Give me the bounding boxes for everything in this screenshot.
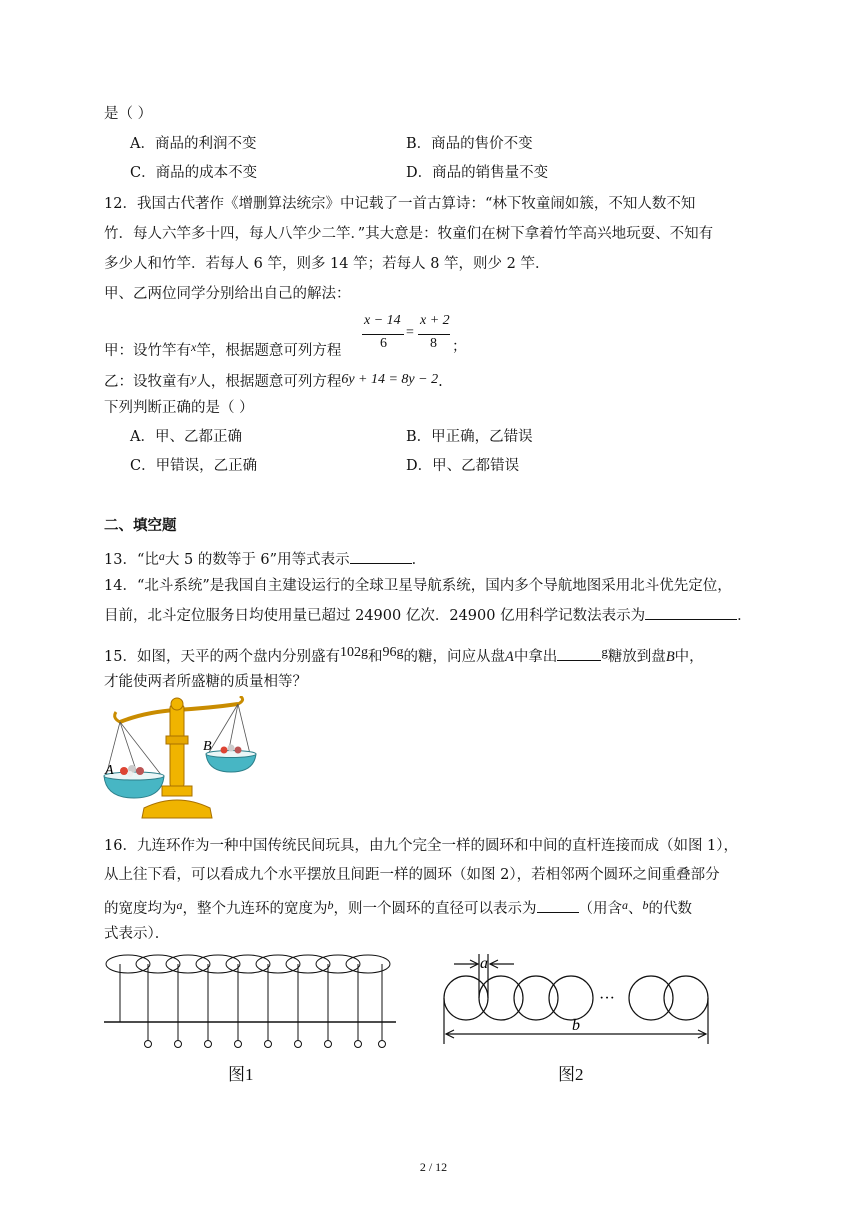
- q12-option-a: A．甲、乙都正确: [130, 429, 242, 445]
- plate-b: [206, 704, 256, 772]
- figure-2-ellipsis: ···: [599, 990, 615, 1007]
- q15-text-b: 和: [367, 649, 383, 665]
- q15-text-a: 15．如图，天平的两个盘内分别盛有: [104, 649, 340, 665]
- q16-line-1: 16．九连环作为一种中国传统民间玩具，由九个完全一样的圆环和中间的直杆连接而成（如图 1），: [104, 838, 739, 854]
- q12-jia-denominator-1: 6: [380, 336, 387, 351]
- q12-option-d: D．甲、乙都错误: [406, 458, 520, 474]
- q16-text-c: ，则一个圆环的直径可以表示为: [333, 901, 537, 917]
- figure-1-caption: 图1: [228, 1065, 254, 1084]
- q12-option-c: C．甲错误，乙正确: [130, 458, 258, 474]
- q13-answer-blank[interactable]: [350, 549, 412, 564]
- q12-yi-line: [104, 368, 443, 392]
- q16-var-a-2: a: [622, 898, 628, 912]
- q11-option-c: C．商品的成本不变: [130, 165, 258, 181]
- q13-end: ．: [411, 552, 427, 568]
- plate-b-label: B: [203, 739, 212, 754]
- q13-var: a: [158, 549, 165, 563]
- q16-answer-blank[interactable]: [537, 898, 579, 913]
- q15-text-c: 的糖，问应从盘: [403, 649, 505, 665]
- q12-jia-var: x: [191, 340, 197, 354]
- q12-jia-fraction-bar-2: [418, 334, 450, 335]
- q15-plate-b: B: [665, 649, 675, 665]
- section-heading: 二、填空题: [104, 517, 177, 534]
- q12-jia-equals: =: [406, 325, 414, 340]
- balance-scale-figure: [100, 696, 260, 828]
- balance-stand: [142, 698, 212, 818]
- q16-var-b-2: b: [642, 898, 649, 912]
- plate-a-label: A: [105, 763, 114, 778]
- q13-text-b: 大 5 的数等于 6”用等式表示: [164, 552, 350, 568]
- q15-plate-a: A: [504, 649, 514, 665]
- q12-line-1: 12．我国古代著作《增删算法统宗》中记载了一首古算诗：“林下牧童闹如簇，不知人数不知: [104, 196, 696, 212]
- q12-jia-numerator-1: x − 14: [364, 313, 401, 328]
- q15-weight-1: 102g: [339, 645, 368, 660]
- q12-line-3: 多少人和竹竿．若每人 6 竿，则多 14 竿；若每人 8 竿，则少 2 竿．: [104, 256, 550, 272]
- q12-yi-text-a: 乙：设牧童有: [104, 374, 191, 390]
- figure-2-rings-top-view: [436, 948, 716, 1044]
- q11-option-d: D．商品的销售量不变: [406, 165, 549, 181]
- q12-yi-var: y: [191, 371, 197, 385]
- plate-a: [104, 722, 164, 798]
- q15-text-f: 中，: [674, 649, 704, 665]
- q14-answer-blank[interactable]: [645, 605, 737, 620]
- figure-2-label-a: a: [480, 955, 488, 972]
- q14-end: ．: [737, 608, 752, 624]
- q15-line-2: 才能使两者所盛糖的质量相等？: [104, 674, 307, 690]
- q15-unit: g: [601, 644, 608, 659]
- q11-option-a: A．商品的利润不变: [130, 136, 257, 152]
- q15-text-d: 中拿出: [513, 649, 558, 665]
- q12-jia-denominator-2: 8: [430, 336, 437, 351]
- q15-line-1: [104, 642, 704, 667]
- figure-2-label-b: b: [572, 1017, 580, 1034]
- q14-line-2: [104, 605, 752, 626]
- q11-stem-tail: 是（ ）: [104, 106, 153, 122]
- q15-answer-blank[interactable]: [557, 646, 601, 661]
- q14-line-1: 14．“北斗系统”是我国自主建设运行的全球卫星导航系统，国内多个导航地图采用北斗优先定位，: [104, 578, 732, 594]
- q12-jia-line: [104, 337, 341, 361]
- page-number: 2 / 12: [419, 1160, 448, 1174]
- q12-yi-end: .: [438, 374, 443, 390]
- q16-var-b: b: [327, 898, 334, 912]
- q15-weight-2: 96g: [382, 645, 404, 660]
- q12-question: 下列判断正确的是（ ）: [104, 400, 254, 416]
- figure-1-nine-rings: [100, 950, 400, 1050]
- figure-2-caption: 图2: [558, 1065, 584, 1084]
- q16-text-f: 的代数: [648, 901, 692, 917]
- q12-line-4: 甲、乙两位同学分别给出自己的解法：: [104, 286, 351, 302]
- q12-jia-end: ；: [452, 339, 467, 355]
- q12-yi-text-b: 人，根据题意可列方程: [196, 374, 342, 390]
- q12-option-b: B．甲正确，乙错误: [406, 429, 533, 445]
- q16-var-a: a: [176, 898, 183, 912]
- q12-jia-numerator-2: x + 2: [420, 313, 450, 328]
- q14-text: 目前，北斗定位服务日均使用量已超过 24900 亿次．24900 亿用科学记数法表示为: [104, 608, 646, 624]
- q16-text-a: 的宽度均为: [104, 901, 177, 917]
- q13-line: [104, 546, 426, 570]
- q12-jia-text-a: 甲：设竹竿有: [104, 343, 191, 359]
- q12-jia-fraction-bar-1: [362, 334, 404, 335]
- q12-line-2: 竹．每人六竿多十四，每人八竿少二竿．”其大意是：牧童们在树下拿着竹竿高兴地玩耍、不知有: [104, 226, 714, 242]
- q12-yi-equation: 6y + 14 = 8y − 2: [341, 372, 439, 387]
- q16-line-3: [104, 895, 692, 919]
- q16-text-e: 、: [628, 901, 643, 917]
- q16-text-d: （用含: [578, 901, 622, 917]
- q16-line-4: 式表示）．: [104, 926, 170, 942]
- q16-text-b: ，整个九连环的宽度为: [182, 901, 328, 917]
- q16-line-2: 从上往下看，可以看成九个水平摆放且间距一样的圆环（如图 2），若相邻两个圆环之间重叠部分: [104, 867, 720, 883]
- q12-jia-text-b: 竿，根据题意可列方程: [196, 343, 342, 359]
- q13-text-a: 13．“比: [104, 552, 159, 568]
- q11-option-b: B．商品的售价不变: [406, 136, 533, 152]
- q15-text-e: 糖放到盘: [607, 649, 666, 665]
